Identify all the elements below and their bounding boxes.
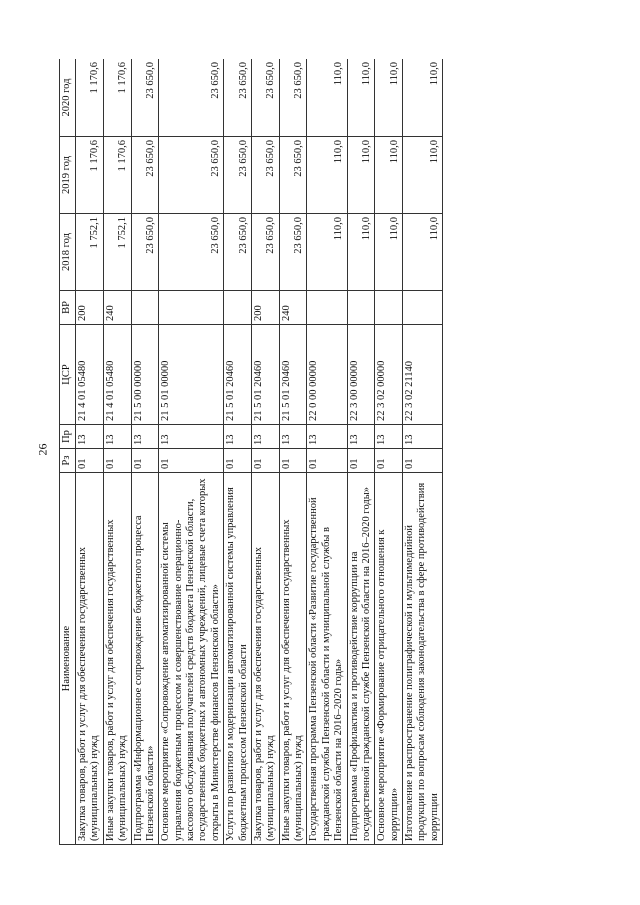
cell-rz: 01 — [251, 449, 279, 473]
cell-2020: 1 170,6 — [76, 59, 104, 137]
col-header-2019: 2019 год — [60, 137, 76, 214]
col-header-2020: 2020 год — [60, 59, 76, 137]
cell-rz: 01 — [103, 449, 131, 473]
cell-pr: 13 — [307, 425, 347, 449]
table-row — [403, 59, 443, 845]
cell-csr: 22 3 02 21140 — [403, 325, 443, 425]
cell-rz: 01 — [76, 449, 104, 473]
cell-name: Подпрограмма «Информационное сопровождение бюджетного процесса Пензенской области» — [131, 473, 159, 845]
cell-pr: 13 — [131, 425, 159, 449]
cell-name: Закупка товаров, работ и услуг для обеспечения государственных (муниципальных) нужд — [76, 473, 104, 845]
cell-vr — [375, 291, 403, 325]
cell-name: Услуги по развитию и модернизации автоматизированной системы управления бюджетным процессом Пензенской области — [224, 473, 252, 845]
cell-rz: 01 — [307, 449, 347, 473]
cell-name: Подпрограмма «Профилактика и противодействие коррупции на государственной гражданской службе Пензенской области на 2016–2020 годы» — [347, 473, 375, 845]
cell-2018: 110,0 — [375, 214, 403, 291]
cell-pr: 13 — [251, 425, 279, 449]
cell-2020: 23 650,0 — [159, 59, 224, 137]
cell-name: Изготовление и распространение полиграфической и мультимедийной продукции по вопросам соблюдения законодательства в сфере противодействия коррупции — [403, 473, 443, 845]
cell-rz: 01 — [279, 449, 307, 473]
table-row — [76, 59, 104, 845]
table-row — [224, 59, 252, 845]
table-row — [279, 59, 307, 845]
budget-table-rotated — [59, 59, 585, 845]
cell-rz: 01 — [347, 449, 375, 473]
cell-vr: 240 — [103, 291, 131, 325]
cell-rz: 01 — [131, 449, 159, 473]
cell-2020: 110,0 — [403, 59, 443, 137]
cell-2018: 110,0 — [307, 214, 347, 291]
cell-csr: 22 3 02 00000 — [375, 325, 403, 425]
cell-2020: 23 650,0 — [251, 59, 279, 137]
cell-csr: 21 5 01 20460 — [251, 325, 279, 425]
cell-vr — [159, 291, 224, 325]
cell-2018: 23 650,0 — [224, 214, 252, 291]
table-row — [131, 59, 159, 845]
cell-vr: 200 — [251, 291, 279, 325]
cell-pr: 13 — [347, 425, 375, 449]
cell-2019: 110,0 — [403, 137, 443, 214]
cell-csr: 22 0 00 00000 — [307, 325, 347, 425]
cell-2019: 1 170,6 — [103, 137, 131, 214]
cell-vr — [224, 291, 252, 325]
cell-csr: 21 5 01 20460 — [279, 325, 307, 425]
cell-csr: 21 5 01 00000 — [159, 325, 224, 425]
page-number: 26 — [35, 443, 50, 456]
cell-2019: 110,0 — [347, 137, 375, 214]
cell-2018: 23 650,0 — [251, 214, 279, 291]
cell-csr: 21 5 01 20460 — [224, 325, 252, 425]
cell-name: Иные закупки товаров, работ и услуг для обеспечения государственных (муниципальных) нужд — [103, 473, 131, 845]
cell-vr: 200 — [76, 291, 104, 325]
cell-pr: 13 — [375, 425, 403, 449]
col-header-2018: 2018 год — [60, 214, 76, 291]
col-header-name: Наименование — [60, 473, 76, 845]
cell-name: Основное мероприятие «Формирование отрицательного отношения к коррупции» — [375, 473, 403, 845]
cell-2019: 23 650,0 — [224, 137, 252, 214]
cell-rz: 01 — [403, 449, 443, 473]
cell-rz: 01 — [224, 449, 252, 473]
cell-2019: 23 650,0 — [251, 137, 279, 214]
cell-csr: 22 3 00 00000 — [347, 325, 375, 425]
cell-2020: 110,0 — [307, 59, 347, 137]
col-header-rz: Рз — [60, 449, 76, 473]
table-row — [375, 59, 403, 845]
cell-pr: 13 — [224, 425, 252, 449]
cell-name: Закупка товаров, работ и услуг для обеспечения государственных (муниципальных) нужд — [251, 473, 279, 845]
cell-2019: 1 170,6 — [76, 137, 104, 214]
budget-table — [59, 59, 443, 845]
cell-rz: 01 — [375, 449, 403, 473]
cell-2020: 110,0 — [375, 59, 403, 137]
cell-2020: 23 650,0 — [279, 59, 307, 137]
cell-2019: 110,0 — [307, 137, 347, 214]
cell-name: Иные закупки товаров, работ и услуг для обеспечения государственных (муниципальных) нужд — [279, 473, 307, 845]
cell-name: Основное мероприятие «Сопровождение автоматизированной системы управления бюджетным процессом и совершенствование операционно-кассового обслуживания получателей средств бюджета Пензенской области, государственных бюджетных и автономных учреждений, лицевые счета которых открыты в Министерстве финансов Пензенской области» — [159, 473, 224, 845]
cell-2018: 1 752,1 — [103, 214, 131, 291]
cell-vr — [131, 291, 159, 325]
cell-name: Государственная программа Пензенской области «Развитие государственной гражданской службы Пензенской области и муниципальной службы в Пензенской области на 2016–2020 годы» — [307, 473, 347, 845]
table-header-row — [60, 59, 76, 845]
cell-csr: 21 5 00 00000 — [131, 325, 159, 425]
cell-pr: 13 — [103, 425, 131, 449]
cell-rz: 01 — [159, 449, 224, 473]
cell-2018: 110,0 — [347, 214, 375, 291]
cell-pr: 13 — [76, 425, 104, 449]
cell-2018: 110,0 — [403, 214, 443, 291]
col-header-csr: ЦСР — [60, 325, 76, 425]
cell-2018: 23 650,0 — [131, 214, 159, 291]
cell-pr: 13 — [279, 425, 307, 449]
cell-pr: 13 — [403, 425, 443, 449]
cell-2019: 23 650,0 — [131, 137, 159, 214]
cell-csr: 21 4 01 05480 — [76, 325, 104, 425]
cell-vr — [307, 291, 347, 325]
budget-table-frame — [59, 59, 585, 845]
cell-2019: 110,0 — [375, 137, 403, 214]
cell-2020: 110,0 — [347, 59, 375, 137]
table-row — [159, 59, 224, 845]
cell-2020: 1 170,6 — [103, 59, 131, 137]
table-row — [251, 59, 279, 845]
table-row — [347, 59, 375, 845]
cell-csr: 21 4 01 05480 — [103, 325, 131, 425]
col-header-pr: Пр — [60, 425, 76, 449]
cell-2020: 23 650,0 — [131, 59, 159, 137]
cell-vr: 240 — [279, 291, 307, 325]
cell-2018: 1 752,1 — [76, 214, 104, 291]
table-row — [307, 59, 347, 845]
cell-vr — [403, 291, 443, 325]
cell-2018: 23 650,0 — [159, 214, 224, 291]
cell-pr: 13 — [159, 425, 224, 449]
col-header-vr: ВР — [60, 291, 76, 325]
cell-2018: 23 650,0 — [279, 214, 307, 291]
table-row — [103, 59, 131, 845]
cell-vr — [347, 291, 375, 325]
cell-2020: 23 650,0 — [224, 59, 252, 137]
cell-2019: 23 650,0 — [279, 137, 307, 214]
cell-2019: 23 650,0 — [159, 137, 224, 214]
